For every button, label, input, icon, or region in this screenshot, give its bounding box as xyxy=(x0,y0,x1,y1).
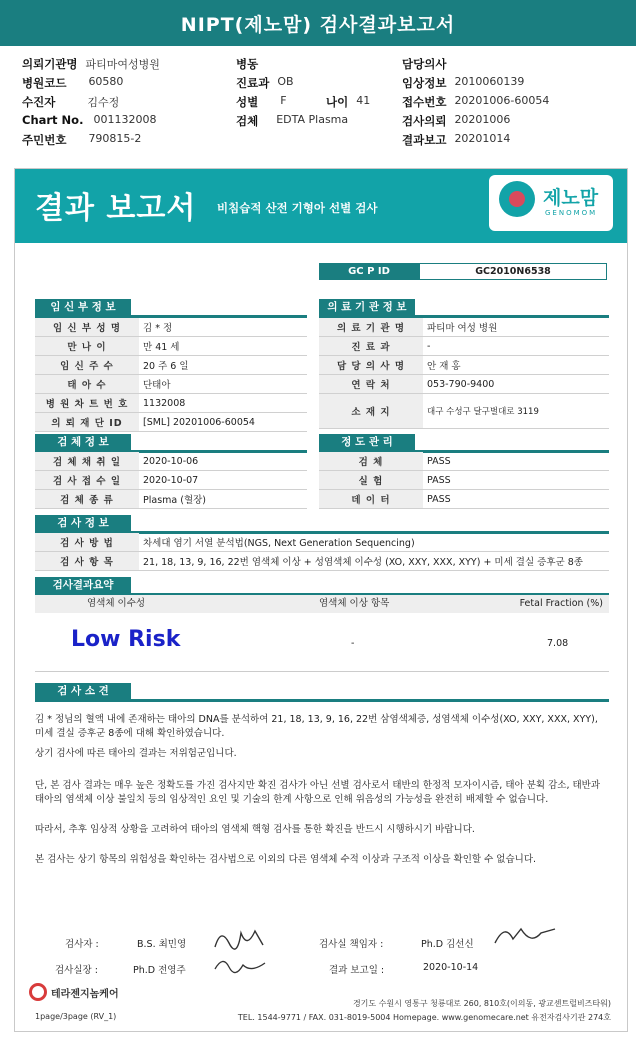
row-value: 1132008 xyxy=(139,394,307,413)
row-label: 검 사 방 법 xyxy=(35,533,139,552)
row-label: 연 락 처 xyxy=(319,375,423,394)
meta-value: 001132008 xyxy=(93,113,157,126)
patient-meta xyxy=(0,52,636,162)
manager-label: 검사실 책임자 : xyxy=(319,939,384,950)
section-opinion: 검 사 소 견 xyxy=(35,683,131,699)
section-test-info: 검 사 정 보 xyxy=(35,515,131,531)
section-summary: 검사결과요약 xyxy=(35,577,131,593)
row-value: 차세대 염기 서열 분석법(NGS, Next Generation Sequencing) xyxy=(139,533,609,552)
result-low-risk: Low Risk xyxy=(71,627,181,652)
institution-table xyxy=(319,318,609,429)
meta-value: 41 xyxy=(356,94,371,107)
row-value: 2020-10-07 xyxy=(139,471,307,490)
company-address: 경기도 수원시 영통구 청룡대로 260, 810호(이의동, 광교센트럴비즈타워) xyxy=(352,999,611,1008)
meta-value: 2010060139 xyxy=(454,75,525,88)
summary-col-aneuploidy: 염색체 이수성 xyxy=(87,598,146,609)
row-value: PASS xyxy=(423,452,609,471)
table-row xyxy=(319,375,609,394)
row-value: - xyxy=(423,337,609,356)
meta-value: 60580 xyxy=(88,75,124,88)
row-label: 담 당 의 사 명 xyxy=(319,356,423,375)
gcpid-box xyxy=(319,263,607,280)
table-row xyxy=(35,375,307,394)
row-value: 2020-10-06 xyxy=(139,452,307,471)
row-label: 임 신 부 성 명 xyxy=(35,318,139,337)
meta-label: 담당의사 xyxy=(402,57,447,71)
table-row xyxy=(35,452,307,471)
row-value: 단태아 xyxy=(139,375,307,394)
pregnant-table xyxy=(35,318,307,432)
report-date: 2020-10-14 xyxy=(423,962,479,973)
section-pregnant: 임 신 부 정 보 xyxy=(35,299,131,315)
row-value: [SML] 20201006-60054 xyxy=(139,413,307,432)
table-row xyxy=(319,318,609,337)
qc-table xyxy=(319,452,609,509)
opinion-paragraph-4: 따라서, 추후 임상적 상황을 고려하여 태아의 염색체 핵형 검사를 통한 확진을 반드시 시행하시기 바랍니다. xyxy=(35,824,475,835)
opinion-paragraph-2: 상기 검사에 따른 태아의 결과는 저위험군입니다. xyxy=(35,748,237,759)
row-label: 병 원 차 트 번 호 xyxy=(35,394,139,413)
meta-value: 20201014 xyxy=(454,132,511,145)
section-institution: 의 료 기 관 정 보 xyxy=(319,299,415,315)
row-label: 데 이 터 xyxy=(319,490,423,509)
row-label: 검 사 항 목 xyxy=(35,552,139,571)
chief-signature xyxy=(211,951,271,979)
table-row xyxy=(35,394,307,413)
chief-label: 검사실장 : xyxy=(55,965,98,976)
table-row xyxy=(35,533,609,552)
tester-label: 검사자 : xyxy=(65,939,99,950)
meta-value: 20201006 xyxy=(454,113,511,126)
row-label: 임 신 주 수 xyxy=(35,356,139,375)
report-subtitle: 비침습적 산전 기형아 선별 검사 xyxy=(217,201,378,215)
row-value: 안 재 홍 xyxy=(423,356,609,375)
manager-name: Ph.D 김선신 xyxy=(421,939,474,950)
summary-col-ff: Fetal Fraction (%) xyxy=(519,598,603,609)
meta-label: 나이 xyxy=(326,95,349,109)
row-value: 21, 18, 13, 9, 16, 22번 염색체 이상 + 성염색체 이수성 (XO, XXY, XXX, XYY) + 미세 결실 증후군 8종 xyxy=(139,552,609,571)
row-label: 검 체 종 류 xyxy=(35,490,139,509)
meta-value: 파티마여성병원 xyxy=(85,58,160,71)
row-label: 태 아 수 xyxy=(35,375,139,394)
meta-label: 검사의뢰 xyxy=(402,114,447,128)
row-label: 만 나 이 xyxy=(35,337,139,356)
row-label: 검 사 접 수 일 xyxy=(35,471,139,490)
meta-label: 접수번호 xyxy=(402,95,447,109)
meta-label: 결과보고 xyxy=(402,133,447,147)
opinion-paragraph-5: 본 검사는 상기 항목의 위험성을 확인하는 검사법으로 이외의 다른 염색체 수적 이상과 구조적 이상을 확인할 수 없습니다. xyxy=(35,854,537,865)
tester-name: B.S. 최민영 xyxy=(137,939,187,950)
meta-label: 주민번호 xyxy=(22,133,67,147)
summary-header-row xyxy=(35,595,609,613)
row-value: PASS xyxy=(423,490,609,509)
specimen-table xyxy=(35,452,307,509)
genomom-logo xyxy=(489,175,613,231)
table-row xyxy=(319,490,609,509)
meta-label: 수진자 xyxy=(22,95,56,109)
row-label: 의 료 기 관 명 xyxy=(319,318,423,337)
gcpid-value: GC2010N6538 xyxy=(419,263,607,280)
company-contact: TEL. 1544-9771 / FAX. 031-8019-5004 Homepage. www.genomecare.net 유전자검사기관 274호 xyxy=(237,1013,611,1022)
table-row xyxy=(35,356,307,375)
table-row xyxy=(35,490,307,509)
row-label: 의 뢰 재 단 ID xyxy=(35,413,139,432)
meta-value: 김수정 xyxy=(87,96,120,109)
row-value: 대구 수성구 달구벌대로 3119 xyxy=(423,394,609,429)
row-label: 검 체 채 취 일 xyxy=(35,452,139,471)
section-qc: 정 도 관 리 xyxy=(319,434,415,450)
meta-value: 790815-2 xyxy=(88,132,142,145)
table-row xyxy=(35,471,307,490)
table-row xyxy=(35,552,609,571)
row-value: PASS xyxy=(423,471,609,490)
manager-signature xyxy=(491,921,561,951)
row-label: 실 험 xyxy=(319,471,423,490)
row-label: 검 체 xyxy=(319,452,423,471)
row-label: 진 료 과 xyxy=(319,337,423,356)
meta-label: 검체 xyxy=(236,114,259,128)
report-page xyxy=(14,168,628,1032)
table-row xyxy=(319,356,609,375)
page-number: 1page/3page (RV_1) xyxy=(35,1012,117,1021)
report-title: 결과 보고서 xyxy=(35,191,197,226)
report-window-title xyxy=(0,0,636,46)
row-value: 20 주 6 일 xyxy=(139,356,307,375)
logo-subtext: GENOMOM xyxy=(545,209,598,217)
test-info-table xyxy=(35,533,609,571)
logo-text: 제노맘 xyxy=(543,187,599,209)
opinion-paragraph-1: 김 * 정님의 혈액 내에 존재하는 태아의 DNA를 분석하여 21, 18, 13, 9, 16, 22번 삼염색체증, 성염색체 이수성(XO, XXY, XXX, XYY), 미세 결실 증후군 8종에 대해 확인하였습니다. xyxy=(35,714,598,739)
gcpid-label: GC P ID xyxy=(319,263,419,280)
row-label: 소 재 지 xyxy=(319,394,423,429)
table-row xyxy=(35,318,307,337)
row-value: 파티마 여성 병원 xyxy=(423,318,609,337)
result-abnormality: - xyxy=(351,638,355,649)
chief-name: Ph.D 전영주 xyxy=(133,965,186,976)
table-row xyxy=(35,413,307,432)
meta-label: Chart No. xyxy=(22,113,84,127)
divider xyxy=(35,671,609,672)
title-text: NIPT(제노맘) 검사결과보고서 xyxy=(180,13,456,36)
meta-label: 임상정보 xyxy=(402,76,447,90)
opinion-paragraph-3: 단, 본 검사 결과는 매우 높은 정확도를 가진 검사지만 확진 검사가 아닌 선별 검사로서 태반의 한정적 모자이시즘, 태아 분획 감소, 태반과 태아의 염색체 이상 불일치 등의 임상적인 요인 및 기술의 한계 사항으로 인해 위음성의 가능성을 완전히 배제할 수 없습니다. xyxy=(35,780,601,805)
genomom-logo-icon xyxy=(499,181,535,217)
meta-label: 성별 xyxy=(236,95,259,109)
row-value: 053-790-9400 xyxy=(423,375,609,394)
terragen-logo-icon xyxy=(29,983,47,1001)
report-header xyxy=(15,169,627,243)
result-fetal-fraction: 7.08 xyxy=(547,638,569,649)
meta-label: 진료과 xyxy=(236,76,270,90)
report-date-label: 결과 보고일 : xyxy=(329,965,385,976)
section-divider xyxy=(35,699,609,702)
meta-value: OB xyxy=(277,75,294,88)
meta-value: EDTA Plasma xyxy=(276,113,349,126)
meta-label: 병동 xyxy=(236,57,259,71)
meta-label: 의뢰기관명 xyxy=(22,57,78,71)
meta-value: 20201006-60054 xyxy=(454,94,550,107)
table-row xyxy=(319,471,609,490)
company-logo xyxy=(29,983,119,1001)
row-value: 만 41 세 xyxy=(139,337,307,356)
table-row xyxy=(35,337,307,356)
table-row xyxy=(319,394,609,429)
summary-col-abnormality: 염색체 이상 항목 xyxy=(319,598,390,609)
row-value: Plasma (혈장) xyxy=(139,490,307,509)
meta-value: F xyxy=(280,94,287,107)
table-row xyxy=(319,337,609,356)
row-value: 김 * 정 xyxy=(139,318,307,337)
company-name: 테라젠지놈케어 xyxy=(51,988,119,1000)
section-specimen: 검 체 정 보 xyxy=(35,434,131,450)
table-row xyxy=(319,452,609,471)
meta-label: 병원코드 xyxy=(22,76,67,90)
